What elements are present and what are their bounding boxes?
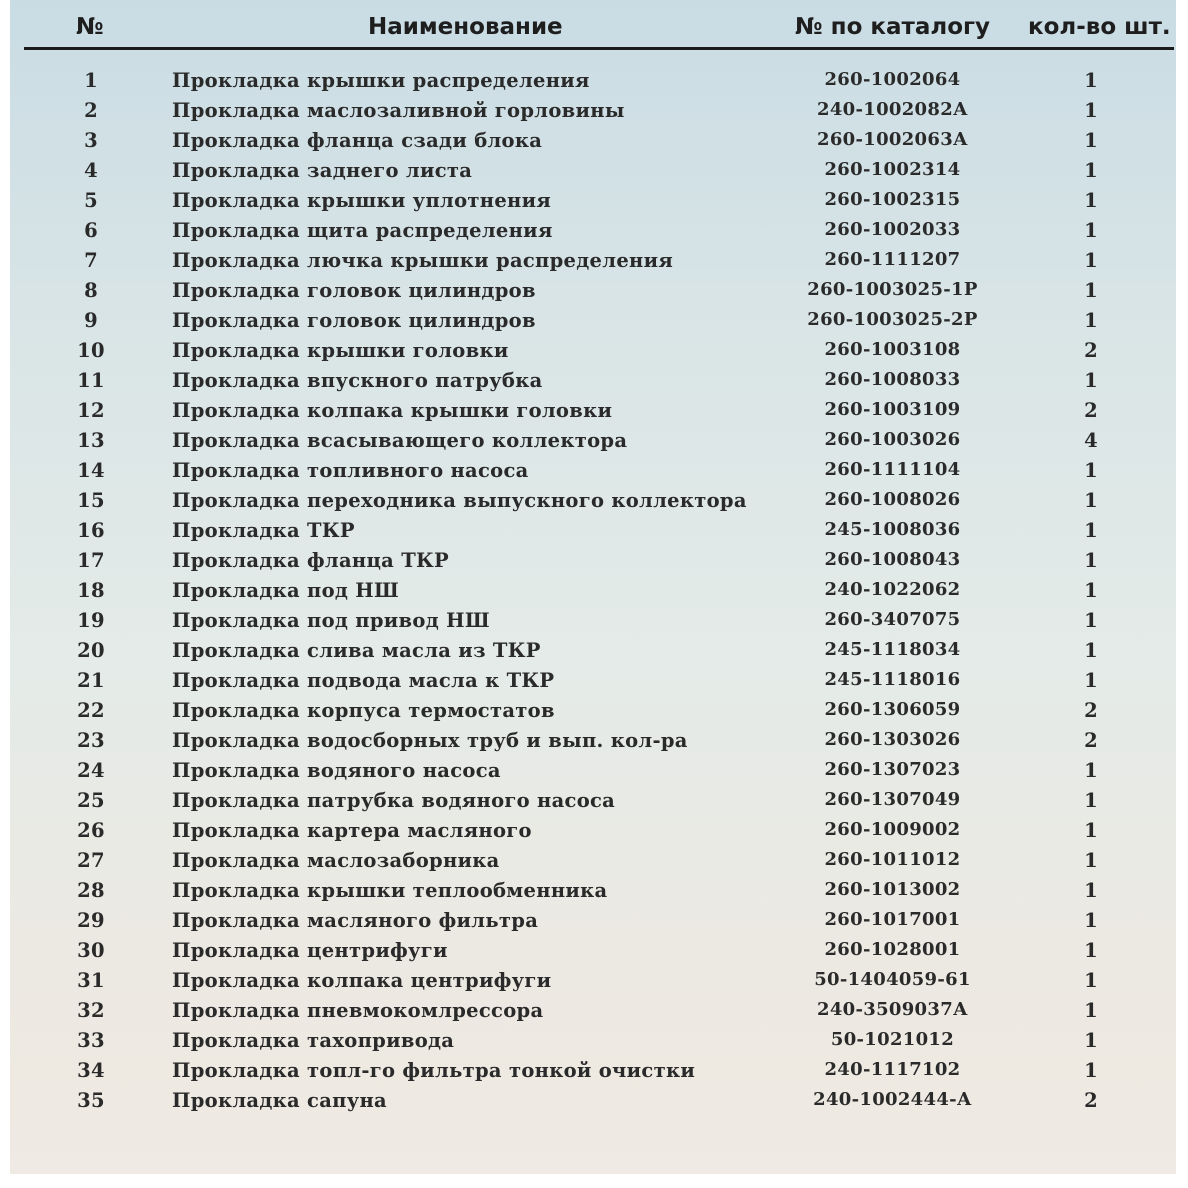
row-number: 32: [77, 999, 105, 1022]
row-quantity: 1: [1084, 519, 1098, 542]
row-name: Прокладка патрубка водяного насоса: [172, 789, 616, 812]
table-row: [10, 696, 1176, 726]
row-number: 20: [77, 639, 105, 662]
row-catalog-number: 260-1008026: [824, 489, 961, 510]
row-name: Прокладка головок цилиндров: [172, 309, 536, 332]
row-name: Прокладка крышки уплотнения: [172, 189, 552, 212]
row-catalog-number: 260-1306059: [824, 699, 961, 720]
row-number: 14: [77, 459, 105, 482]
row-number: 21: [77, 669, 105, 692]
table-row: [10, 186, 1176, 216]
row-number: 1: [84, 69, 98, 92]
row-name: Прокладка маслозаборника: [172, 849, 500, 872]
row-catalog-number: 260-1003026: [824, 429, 961, 450]
table-row: [10, 1026, 1176, 1056]
table-row: [10, 1056, 1176, 1086]
row-quantity: 1: [1084, 129, 1098, 152]
row-quantity: 4: [1084, 429, 1098, 452]
table-row: [10, 516, 1176, 546]
row-number: 24: [77, 759, 105, 782]
row-catalog-number: 240-1117102: [824, 1059, 961, 1080]
row-name: Прокладка головок цилиндров: [172, 279, 536, 302]
row-number: 3: [84, 129, 98, 152]
table-row: [10, 126, 1176, 156]
row-number: 13: [77, 429, 105, 452]
row-quantity: 2: [1084, 729, 1098, 752]
row-catalog-number: 260-1002064: [824, 69, 961, 90]
row-name: Прокладка водосборных труб и вып. кол-ра: [172, 729, 688, 752]
row-catalog-number: 260-1303026: [824, 729, 961, 750]
page-margin: [0, 1174, 1188, 1188]
row-quantity: 1: [1084, 369, 1098, 392]
row-quantity: 1: [1084, 909, 1098, 932]
row-name: Прокладка под привод НШ: [172, 609, 490, 632]
row-quantity: 1: [1084, 939, 1098, 962]
row-catalog-number: 245-1118034: [824, 639, 961, 660]
table-row: [10, 66, 1176, 96]
row-number: 8: [84, 279, 98, 302]
row-quantity: 1: [1084, 249, 1098, 272]
table-header: [10, 0, 1176, 54]
row-catalog-number: 260-1003025-2Р: [807, 309, 978, 330]
row-number: 35: [77, 1089, 105, 1112]
row-number: 23: [77, 729, 105, 752]
row-number: 9: [84, 309, 98, 332]
row-number: 19: [77, 609, 105, 632]
row-quantity: 1: [1084, 1059, 1098, 1082]
row-catalog-number: 260-1111104: [824, 459, 961, 480]
row-catalog-number: 260-1002314: [824, 159, 961, 180]
table-row: [10, 996, 1176, 1026]
row-quantity: 1: [1084, 99, 1098, 122]
row-number: 5: [84, 189, 98, 212]
table-row: [10, 456, 1176, 486]
header-catalog: № по каталогу: [795, 14, 991, 40]
row-quantity: 2: [1084, 339, 1098, 362]
table-row: [10, 366, 1176, 396]
row-catalog-number: 240-1002444-А: [813, 1089, 972, 1110]
row-number: 7: [84, 249, 98, 272]
row-name: Прокладка заднего листа: [172, 159, 473, 182]
row-quantity: 1: [1084, 549, 1098, 572]
row-catalog-number: 260-1003109: [824, 399, 961, 420]
row-quantity: 1: [1084, 669, 1098, 692]
row-catalog-number: 260-1008033: [824, 369, 961, 390]
table-row: [10, 246, 1176, 276]
row-name: Прокладка крышки теплообменника: [172, 879, 608, 902]
table-row: [10, 306, 1176, 336]
row-number: 2: [84, 99, 98, 122]
row-number: 33: [77, 1029, 105, 1052]
table-row: [10, 936, 1176, 966]
row-quantity: 1: [1084, 189, 1098, 212]
table-row: [10, 606, 1176, 636]
table-row: [10, 276, 1176, 306]
table-row: [10, 486, 1176, 516]
table-row: [10, 546, 1176, 576]
row-name: Прокладка сапуна: [172, 1089, 387, 1112]
table-row: [10, 816, 1176, 846]
row-quantity: 1: [1084, 279, 1098, 302]
row-name: Прокладка подвода масла к ТКР: [172, 669, 555, 692]
parts-sheet: [10, 0, 1176, 1188]
row-catalog-number: 260-1008043: [824, 549, 961, 570]
row-catalog-number: 50-1404059-61: [814, 969, 971, 990]
row-catalog-number: 260-1307023: [824, 759, 961, 780]
row-catalog-number: 240-1022062: [824, 579, 961, 600]
row-name: Прокладка колпака центрифуги: [172, 969, 552, 992]
table-row: [10, 156, 1176, 186]
row-catalog-number: 240-1002082А: [817, 99, 968, 120]
row-quantity: 1: [1084, 609, 1098, 632]
row-name: Прокладка тахопривода: [172, 1029, 455, 1052]
header-quantity: кол-во шт.: [1028, 14, 1171, 40]
row-name: Прокладка масляного фильтра: [172, 909, 539, 932]
row-catalog-number: 50-1021012: [830, 1029, 955, 1050]
row-catalog-number: 245-1008036: [824, 519, 961, 540]
table-row: [10, 666, 1176, 696]
row-name: Прокладка впускного патрубка: [172, 369, 543, 392]
row-catalog-number: 260-1002315: [824, 189, 961, 210]
row-catalog-number: 260-1009002: [824, 819, 961, 840]
table-row: [10, 216, 1176, 246]
row-number: 28: [77, 879, 105, 902]
row-number: 17: [77, 549, 105, 572]
row-quantity: 1: [1084, 789, 1098, 812]
table-row: [10, 396, 1176, 426]
row-number: 30: [77, 939, 105, 962]
row-number: 15: [77, 489, 105, 512]
row-number: 10: [77, 339, 105, 362]
row-quantity: 1: [1084, 999, 1098, 1022]
row-number: 16: [77, 519, 105, 542]
row-number: 6: [84, 219, 98, 242]
table-row: [10, 966, 1176, 996]
row-quantity: 1: [1084, 819, 1098, 842]
row-catalog-number: 260-1002033: [824, 219, 961, 240]
row-name: Прокладка водяного насоса: [172, 759, 501, 782]
table-row: [10, 726, 1176, 756]
row-catalog-number: 260-1011012: [824, 849, 961, 870]
row-quantity: 1: [1084, 639, 1098, 662]
row-catalog-number: 260-1028001: [824, 939, 961, 960]
header-number: №: [76, 14, 104, 40]
row-catalog-number: 260-1003108: [824, 339, 961, 360]
table-row: [10, 576, 1176, 606]
table-row: [10, 636, 1176, 666]
row-name: Прокладка крышки головки: [172, 339, 509, 362]
row-number: 4: [84, 159, 98, 182]
row-quantity: 1: [1084, 759, 1098, 782]
row-number: 25: [77, 789, 105, 812]
table-row: [10, 756, 1176, 786]
row-catalog-number: 260-1307049: [824, 789, 961, 810]
row-quantity: 1: [1084, 459, 1098, 482]
row-name: Прокладка фланца ТКР: [172, 549, 450, 572]
table-row: [10, 786, 1176, 816]
row-catalog-number: 245-1118016: [824, 669, 961, 690]
row-name: Прокладка щита распределения: [172, 219, 553, 242]
row-name: Прокладка центрифуги: [172, 939, 448, 962]
row-number: 34: [77, 1059, 105, 1082]
row-name: Прокладка картера масляного: [172, 819, 532, 842]
row-quantity: 1: [1084, 159, 1098, 182]
row-name: Прокладка крышки распределения: [172, 69, 590, 92]
row-name: Прокладка топл-го фильтра тонкой очистки: [172, 1059, 696, 1082]
table-row: [10, 876, 1176, 906]
row-name: Прокладка фланца сзади блока: [172, 129, 543, 152]
row-number: 22: [77, 699, 105, 722]
row-quantity: 1: [1084, 309, 1098, 332]
row-number: 18: [77, 579, 105, 602]
row-quantity: 1: [1084, 489, 1098, 512]
row-number: 26: [77, 819, 105, 842]
table-row: [10, 426, 1176, 456]
row-quantity: 1: [1084, 969, 1098, 992]
row-quantity: 2: [1084, 699, 1098, 722]
row-catalog-number: 260-1003025-1Р: [807, 279, 978, 300]
header-name: Наименование: [368, 14, 563, 40]
row-quantity: 2: [1084, 1089, 1098, 1112]
table-row: [10, 846, 1176, 876]
row-name: Прокладка маслозаливной горловины: [172, 99, 625, 122]
row-number: 11: [77, 369, 105, 392]
row-name: Прокладка переходника выпускного коллектора: [172, 489, 747, 512]
header-divider: [24, 47, 1174, 50]
row-quantity: 1: [1084, 69, 1098, 92]
row-name: Прокладка колпака крышки головки: [172, 399, 613, 422]
table-row: [10, 96, 1176, 126]
row-name: Прокладка под НШ: [172, 579, 400, 602]
row-quantity: 1: [1084, 849, 1098, 872]
row-catalog-number: 260-1002063А: [817, 129, 968, 150]
row-name: Прокладка ТКР: [172, 519, 355, 542]
row-quantity: 1: [1084, 579, 1098, 602]
row-number: 27: [77, 849, 105, 872]
row-catalog-number: 260-1017001: [824, 909, 961, 930]
row-quantity: 2: [1084, 399, 1098, 422]
row-number: 12: [77, 399, 105, 422]
row-catalog-number: 260-3407075: [824, 609, 961, 630]
row-number: 31: [77, 969, 105, 992]
row-name: Прокладка топливного насоса: [172, 459, 529, 482]
table-row: [10, 906, 1176, 936]
table-row: [10, 336, 1176, 366]
row-catalog-number: 260-1013002: [824, 879, 961, 900]
row-quantity: 1: [1084, 219, 1098, 242]
row-name: Прокладка лючка крышки распределения: [172, 249, 674, 272]
table-row: [10, 1086, 1176, 1116]
row-catalog-number: 260-1111207: [824, 249, 961, 270]
row-name: Прокладка слива масла из ТКР: [172, 639, 541, 662]
row-name: Прокладка корпуса термостатов: [172, 699, 555, 722]
row-quantity: 1: [1084, 1029, 1098, 1052]
row-name: Прокладка всасывающего коллектора: [172, 429, 628, 452]
row-name: Прокладка пневмокомлрессора: [172, 999, 544, 1022]
row-catalog-number: 240-3509037А: [817, 999, 968, 1020]
row-number: 29: [77, 909, 105, 932]
row-quantity: 1: [1084, 879, 1098, 902]
